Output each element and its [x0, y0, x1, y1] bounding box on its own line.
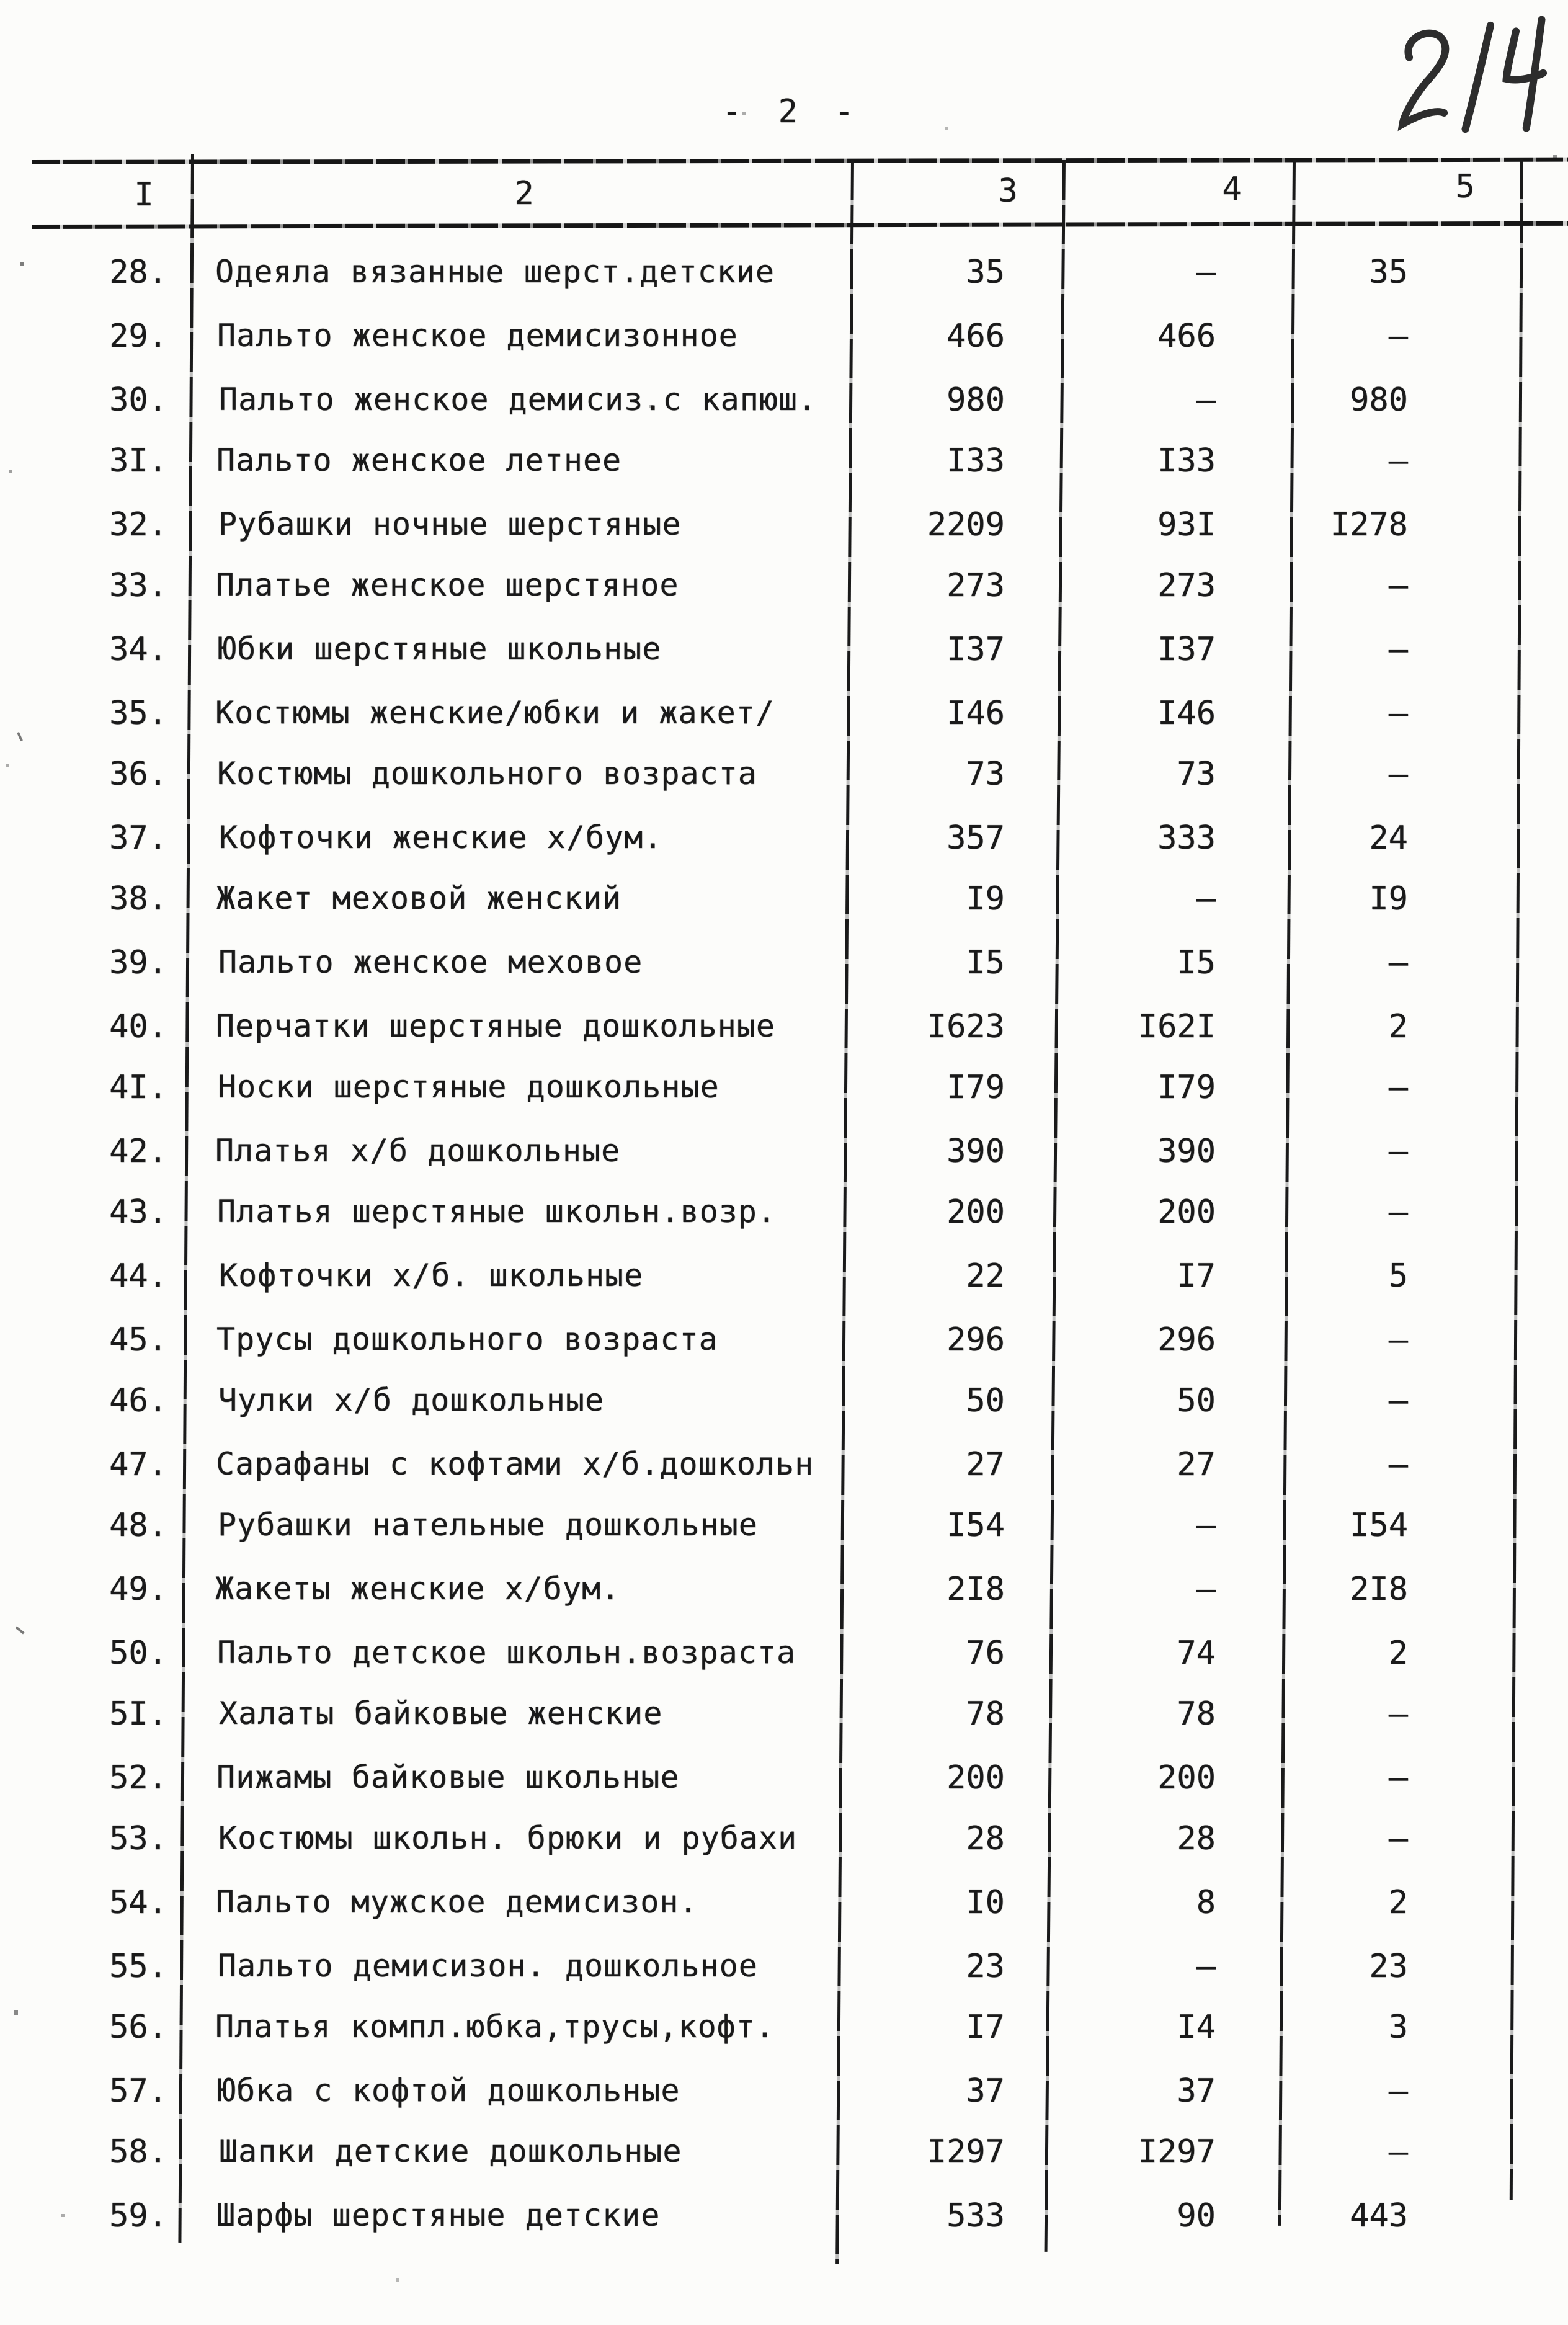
row-number: 59.	[109, 2197, 167, 2234]
row-number: 37.	[109, 819, 167, 857]
col4-value: I7	[1177, 1257, 1216, 1295]
item-name: Перчатки шерстяные дошкольные	[216, 1008, 775, 1044]
row-number: 38.	[109, 880, 167, 917]
row-number: 45.	[109, 1321, 167, 1359]
col3-value: 37	[966, 2073, 1005, 2110]
col5-value: –	[1388, 442, 1408, 480]
col3-value: 357	[947, 819, 1005, 857]
item-name: Жакеты женские х/бум.	[215, 1571, 621, 1607]
col3-value: 28	[966, 1820, 1005, 1857]
col3-value: I9	[966, 880, 1005, 917]
item-name: Костюмы школьн. брюки и рубахи	[218, 1820, 798, 1856]
col4-value: I62I	[1138, 1008, 1216, 1045]
row-number: 39.	[109, 944, 167, 981]
col5-value: –	[1388, 318, 1408, 355]
col4-value: 73	[1177, 756, 1216, 793]
col4-value: 200	[1157, 1194, 1216, 1231]
item-name: Костюмы дошкольного возраста	[217, 756, 757, 792]
col5-value: 443	[1350, 2197, 1408, 2234]
row-number: 29.	[109, 318, 167, 355]
row-number: 44.	[109, 1257, 167, 1295]
item-name: Пальто женское демисиз.с капюш.	[219, 382, 817, 417]
row-number: 56.	[109, 2009, 167, 2046]
row-number: 50.	[109, 1635, 167, 1672]
col3-value: 980	[947, 382, 1005, 419]
col5-value: –	[1388, 2133, 1408, 2171]
col4-value: 390	[1157, 1133, 1216, 1170]
row-number: 30.	[109, 382, 167, 419]
col5-value: 2	[1388, 1008, 1408, 1045]
item-name: Жакет меховой женский	[216, 880, 622, 916]
column-divider-1	[178, 154, 194, 2243]
col4-value: I46	[1157, 695, 1216, 732]
row-number: 53.	[109, 1820, 167, 1857]
col4-value: 28	[1177, 1820, 1216, 1857]
col5-value: –	[1388, 1133, 1408, 1170]
col3-value: 273	[947, 567, 1005, 604]
item-name: Рубашки ночные шерстяные	[218, 506, 682, 542]
col5-value: I54	[1350, 1507, 1408, 1544]
row-number: 5I.	[109, 1695, 167, 1733]
col5-value: –	[1388, 1069, 1408, 1106]
row-number: 35.	[109, 695, 167, 732]
col3-value: I54	[947, 1507, 1005, 1544]
col3-value: 78	[966, 1695, 1005, 1733]
col5-value: 35	[1369, 254, 1408, 291]
row-number: 48.	[109, 1507, 167, 1544]
table-header-border	[32, 221, 1568, 229]
item-name: Трусы дошкольного возраста	[216, 1321, 718, 1357]
col3-value: I7	[966, 2009, 1005, 2046]
item-name: Рубашки нательные дошкольные	[218, 1507, 758, 1543]
col4-value: 273	[1157, 567, 1216, 604]
col5-value: 2I8	[1350, 1571, 1408, 1608]
item-name: Костюмы женские/юбки и жакет/	[215, 695, 775, 731]
col4-value: 27	[1177, 1446, 1216, 1483]
col3-value: 390	[947, 1133, 1005, 1170]
item-name: Платье женское шерстяное	[216, 567, 679, 603]
col4-value: –	[1196, 880, 1216, 917]
item-name: Пижамы байковые школьные	[216, 1759, 680, 1795]
column-divider-2	[835, 160, 854, 2264]
scan-noise	[15, 1626, 24, 1634]
col4-value: 333	[1157, 819, 1216, 857]
col5-value: I278	[1330, 506, 1408, 543]
col3-value: I623	[927, 1008, 1005, 1045]
item-name: Пальто женское демисизонное	[217, 318, 738, 354]
col4-value: I4	[1177, 2009, 1216, 2046]
row-number: 43.	[109, 1194, 167, 1231]
col3-value: 2I8	[947, 1571, 1005, 1608]
col3-value: I0	[966, 1884, 1005, 1921]
row-number: 32.	[109, 506, 167, 543]
col3-value: 50	[966, 1382, 1005, 1419]
col3-value: I297	[927, 2133, 1005, 2171]
item-name: Сарафаны с кофтами х/б.дошкольн	[216, 1446, 814, 1482]
col5-value: –	[1388, 1695, 1408, 1733]
col4-value: 78	[1177, 1695, 1216, 1733]
col4-value: 93I	[1157, 506, 1216, 543]
col4-value: 200	[1157, 1759, 1216, 1796]
col3-value: I37	[947, 631, 1005, 668]
col4-value: –	[1196, 1571, 1216, 1608]
col3-value: 35	[966, 254, 1005, 291]
col3-value: 2209	[927, 506, 1005, 543]
item-name: Пальто женское летнее	[216, 442, 622, 478]
col5-value: –	[1388, 1446, 1408, 1483]
col3-value: 200	[947, 1194, 1005, 1231]
item-name: Кофточки женские х/бум.	[219, 819, 663, 855]
row-number: 3I.	[109, 442, 167, 480]
col3-value: 23	[966, 1948, 1005, 1985]
row-number: 55.	[109, 1948, 167, 1985]
item-name: Юбка с кофтой дошкольные	[217, 2073, 680, 2109]
col4-value: 50	[1177, 1382, 1216, 1419]
col5-value: –	[1388, 1382, 1408, 1419]
col4-value: 296	[1157, 1321, 1216, 1359]
column-header: 4	[1222, 171, 1242, 208]
col5-value: I9	[1369, 880, 1408, 917]
col5-value: –	[1388, 1194, 1408, 1231]
page-number: - 2 -	[722, 93, 863, 130]
item-name: Пальто женское меховое	[218, 944, 643, 980]
col5-value: 5	[1388, 1257, 1408, 1295]
column-header: I	[134, 176, 154, 213]
col5-value: 980	[1350, 382, 1408, 419]
item-name: Одеяла вязанные шерст.детские	[215, 254, 775, 290]
col4-value: 8	[1196, 1884, 1216, 1921]
col3-value: 22	[966, 1257, 1005, 1295]
col3-value: 466	[947, 318, 1005, 355]
row-number: 58.	[109, 2133, 167, 2171]
item-name: Халаты байковые женские	[219, 1695, 663, 1731]
row-number: 47.	[109, 1446, 167, 1483]
col5-value: –	[1388, 1820, 1408, 1857]
row-number: 49.	[109, 1571, 167, 1608]
item-name: Кофточки х/б. школьные	[219, 1257, 644, 1293]
column-header: 5	[1455, 168, 1475, 205]
row-number: 4I.	[109, 1069, 167, 1106]
col4-value: 466	[1157, 318, 1216, 355]
item-name: Платья х/б дошкольные	[215, 1133, 621, 1169]
col5-value: –	[1388, 1321, 1408, 1359]
scan-noise	[17, 732, 23, 741]
col5-value: 23	[1369, 1948, 1408, 1985]
col5-value: –	[1388, 944, 1408, 981]
item-name: Платья шерстяные школьн.возр.	[217, 1194, 777, 1229]
col4-value: I33	[1157, 442, 1216, 480]
col4-value: 74	[1177, 1635, 1216, 1672]
col4-value: –	[1196, 1948, 1216, 1985]
row-number: 54.	[109, 1884, 167, 1921]
row-number: 40.	[109, 1008, 167, 1045]
col4-value: 90	[1177, 2197, 1216, 2234]
col5-value: –	[1388, 567, 1408, 604]
row-number: 57.	[109, 2073, 167, 2110]
col5-value: 2	[1388, 1635, 1408, 1672]
column-divider-3	[1045, 160, 1066, 2252]
col5-value: –	[1388, 695, 1408, 732]
item-name: Пальто мужское демисизон.	[216, 1884, 698, 1920]
row-number: 34.	[109, 631, 167, 668]
col4-value: I79	[1157, 1069, 1216, 1106]
col3-value: I5	[966, 944, 1005, 981]
item-name: Пальто демисизон. дошкольное	[218, 1948, 758, 1984]
item-name: Шапки детские дошкольные	[219, 2133, 682, 2169]
col3-value: I79	[947, 1069, 1005, 1106]
col3-value: 27	[966, 1446, 1005, 1483]
row-number: 42.	[109, 1133, 167, 1170]
column-divider-5	[1510, 159, 1523, 2200]
col5-value: 24	[1369, 819, 1408, 857]
row-number: 46.	[109, 1382, 167, 1419]
table-top-border	[32, 158, 1568, 164]
item-name: Чулки х/б дошкольные	[218, 1382, 605, 1418]
col4-value: I297	[1138, 2133, 1216, 2171]
item-name: Юбки шерстяные школьные	[218, 631, 662, 667]
col4-value: I37	[1157, 631, 1216, 668]
scan-noise	[0, 0, 2, 2]
col4-value: 37	[1177, 2073, 1216, 2110]
col5-value: –	[1388, 756, 1408, 793]
col3-value: 76	[966, 1635, 1005, 1672]
row-number: 36.	[109, 756, 167, 793]
row-number: 33.	[109, 567, 167, 604]
col3-value: I46	[947, 695, 1005, 732]
handwriting-strokes	[1375, 6, 1566, 146]
col5-value: –	[1388, 1759, 1408, 1796]
item-name: Носки шерстяные дошкольные	[218, 1069, 719, 1105]
col4-value: –	[1196, 1507, 1216, 1544]
item-name: Пальто детское школьн.возраста	[217, 1635, 796, 1671]
col5-value: 2	[1388, 1884, 1408, 1921]
col3-value: 73	[966, 756, 1005, 793]
col3-value: 533	[947, 2197, 1005, 2234]
col4-value: –	[1196, 254, 1216, 291]
column-header: 2	[514, 175, 534, 212]
row-number: 52.	[109, 1759, 167, 1796]
col3-value: 296	[947, 1321, 1005, 1359]
col4-value: –	[1196, 382, 1216, 419]
col5-value: 3	[1388, 2009, 1408, 2046]
row-number: 28.	[109, 254, 167, 291]
col5-value: –	[1388, 631, 1408, 668]
item-name: Платья компл.юбка,трусы,кофт.	[215, 2009, 775, 2045]
handwritten-page-mark	[1380, 14, 1561, 138]
col4-value: I5	[1177, 944, 1216, 981]
column-header: 3	[998, 172, 1018, 210]
col5-value: –	[1388, 2073, 1408, 2110]
col3-value: 200	[947, 1759, 1005, 1796]
item-name: Шарфы шерстяные детские	[216, 2197, 661, 2233]
col3-value: I33	[947, 442, 1005, 480]
